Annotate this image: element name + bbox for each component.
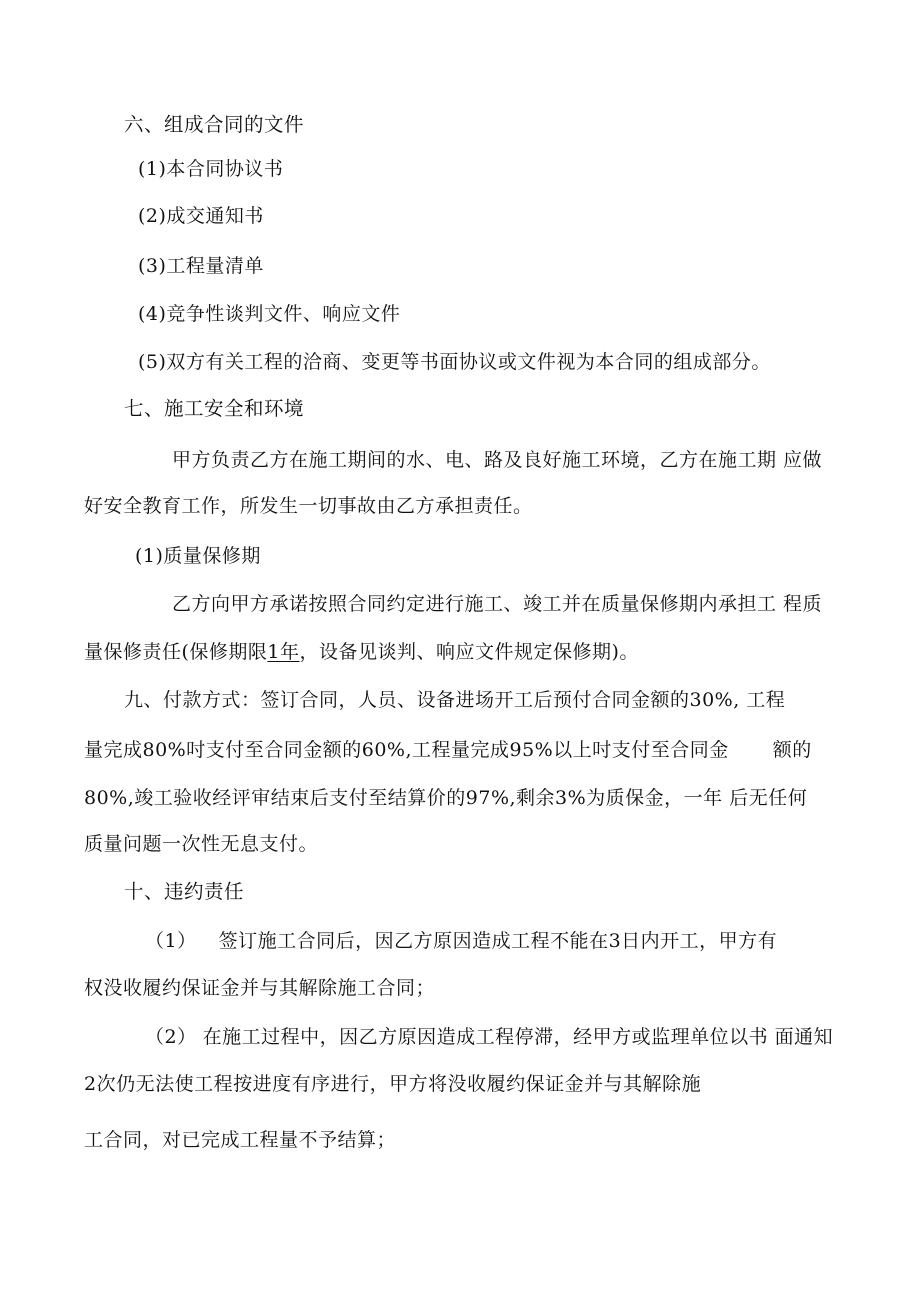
- text-segment: 额的: [772, 739, 812, 761]
- section-10-heading: 十、违约责任: [124, 880, 245, 903]
- payment-line: [84, 738, 812, 762]
- paragraph-line: [84, 640, 639, 664]
- clause-line: [145, 929, 777, 953]
- subheading-warranty: (1)质量保修期: [135, 545, 261, 567]
- clause-line: 2次仍无法使工程按进度有序进行，甲方将没收履约保证金并与其解除施: [84, 1073, 702, 1095]
- warranty-period-underlined: 1年: [267, 641, 300, 663]
- text-segment: 量完成80%吋支付至合同金额的60%,工程量完成95%以上吋支付至合同金: [84, 739, 729, 761]
- paragraph-line: 甲方负责乙方在施工期间的水、电、路及良好施工环境，乙方在施工期 应做: [172, 449, 823, 471]
- text-segment: 在施工过程中，因乙方原因造成工程停滞，经甲方或监理单位以书 面通知: [202, 1026, 834, 1048]
- list-item: (1)本合同协议书: [138, 158, 284, 180]
- section-6-heading: 六、组成合同的文件: [124, 113, 305, 136]
- payment-line: 九、付款方式：签订合同，人员、设备进场开工后预付合同金额的30%, 工程: [124, 689, 786, 711]
- text-segment: ，设备见谈判、响应文件规定保修期)。: [299, 641, 639, 663]
- list-item: (4)竞争性谈判文件、响应文件: [138, 303, 401, 325]
- text-segment: 签订施工合同后，因乙方原因造成工程不能在3日内开工，甲方有: [218, 930, 778, 952]
- section-7-heading: 七、施工安全和环境: [124, 397, 305, 420]
- clause-line: 权没收履约保证金并与其解除施工合同；: [84, 977, 436, 999]
- paragraph-line: 乙方向甲方承诺按照合同约定进行施工、竣工并在质量保修期内承担工 程质: [172, 593, 823, 615]
- payment-line: 80%,竣工验收经评审结束后支付至结算价的97%,剩余3%为质保金，一年 后无任何: [84, 787, 808, 809]
- text-segment: 量保修责任(保修期限: [84, 641, 268, 663]
- list-item: (5)双方有关工程的洽商、变更等书面协议或文件视为本合同的组成部分。: [138, 351, 771, 373]
- clause-number: （2）: [145, 1026, 197, 1048]
- clause-number: （1）: [145, 930, 197, 952]
- paragraph-line: 好安全教育工作，所发生一切事故由乙方承担责任。: [84, 495, 533, 517]
- list-item: (2)成交通知书: [138, 205, 264, 227]
- clause-line: 工合同，对已完成工程量不予结算；: [84, 1129, 397, 1151]
- clause-line: [145, 1025, 833, 1049]
- payment-line: 质量问题一次性无息支付。: [84, 833, 319, 855]
- list-item: (3)工程量清单: [138, 255, 264, 277]
